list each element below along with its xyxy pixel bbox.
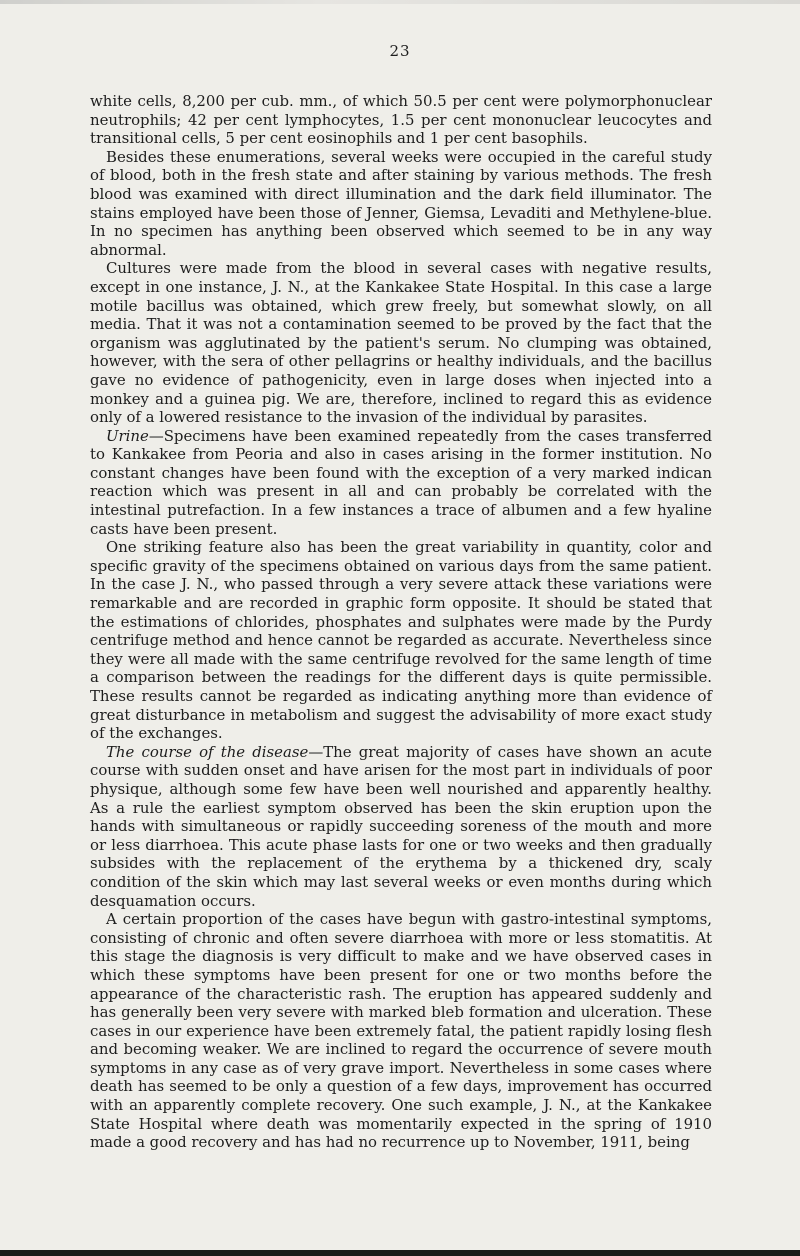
- paragraph-blood-count: [90, 92, 712, 148]
- paragraph-text: white cells, 8,200 per cub. mm., of which 50.5 per cent were polymorphonuclear neutrophils; 42 per cent lymphocytes, 1.5 per cent mononuclear leucocytes and transitional cells, 5 per cent eosinophils and 1 per cent basophils.: [90, 92, 712, 148]
- paragraph-text: Cultures were made from the blood in several cases with negative results, except in one instance, J. N., at the Kankakee State Hospital. In this case a large motile bacillus was obtained, which grew freely, but somewhat slowly, on all media. That it was not a contamination seemed to be proved by the fact that the organism was agglutinated by the patient's serum. No clumping was obtained, however, with the sera of other pellagrins or healthy individuals, and the bacillus gave no evidence of pathogenicity, even in large doses when injected into a monkey and a guinea pig. We are, therefore, inclined to regard this as evidence only of a lowered resistance to the invasion of the individual by parasites.: [90, 259, 712, 427]
- section-lead-course: The course of the disease: [106, 742, 309, 761]
- paragraph-variability: [90, 538, 712, 743]
- body-text: [90, 92, 712, 1152]
- paragraph-cultures: [90, 259, 712, 426]
- section-lead-urine: Urine: [106, 426, 149, 445]
- paragraph-text: A certain proportion of the cases have begun with gastro-intestinal symptoms, consisting of chronic and often severe diarrhoea with more or less stomatitis. At this stage the diagnosis is very difficult to make and we have observed cases in which these symptoms have been present for one or two months before the appearance of the characteristic rash. The eruption has appeared suddenly and has generally been very severe with marked bleb formation and ulceration. These cases in our experience have been extremely fatal, the patient rapidly losing flesh and becoming weaker. We are inclined to regard the occurrence of severe mouth symptoms in any case as of very grave import. Nevertheless in some cases where death has seemed to be only a question of a few days, improvement has occurred with an apparently complete recovery. One such example, J. N., at the Kankakee State Hospital where death was momentarily expected in the spring of 1910 made a good recovery and has had no recurrence up to November, 1911, being: [90, 910, 712, 1152]
- page-number: 23: [389, 42, 411, 60]
- paragraph-text: —Specimens have been examined repeatedly from the cases transferred to Kankakee from Peoria and also in cases arising in the former institution. No constant changes have been found with the exception of a very marked indican reaction which was present in all and can probably be correlated with the intestinal putrefaction. In a few instances a trace of albumen and a few hyaline casts have been present.: [90, 426, 712, 538]
- paragraph-text: —The great majority of cases have shown an acute course with sudden onset and have arisen for the most part in individuals of poor physique, although some few have been well nourished and apparently healthy. As a rule the earliest symptom observed has been the skin eruption upon the hands with simultaneous or rapidly succeeding soreness of the mouth and more or less diarrhoea. This acute phase lasts for one or two weeks and then gradually subsides with the replacement of the erythema by a thickened dry, scaly condition of the skin which may last several weeks or even months during which desquamation occurs.: [90, 742, 712, 910]
- bottom-edge: [0, 1250, 800, 1256]
- top-edge: [0, 0, 800, 4]
- paragraph-blood-study: [90, 148, 712, 260]
- paragraph-text: Besides these enumerations, several weeks were occupied in the careful study of blood, both in the fresh state and after staining by various methods. The fresh blood was examined with direct illumination and the dark field illuminator. The stains employed have been those of Jenner, Giemsa, Levaditi and Methylene-blue. In no specimen has anything been observed which seemed to be in any way abnormal.: [90, 147, 712, 259]
- paragraph-gastro: [90, 910, 712, 1152]
- paragraph-urine: [90, 427, 712, 539]
- paragraph-text: One striking feature also has been the great variability in quantity, color and specific gravity of the specimens obtained on various days from the same patient. In the case J. N., who passed through a very severe attack these variations were remarkable and are recorded in graphic form opposite. It should be stated that the estimations of chlorides, phosphates and sulphates were made by the Purdy centrifuge method and hence cannot be regarded as accurate. Nevertheless since they were all made with the same centrifuge revolved for the same length of time a comparison between the readings for the different days is quite permissible. These results cannot be regarded as indicating anything more than evidence of great disturbance in metabolism and suggest the advisability of more exact study of the exchanges.: [90, 538, 712, 743]
- paragraph-course: [90, 743, 712, 910]
